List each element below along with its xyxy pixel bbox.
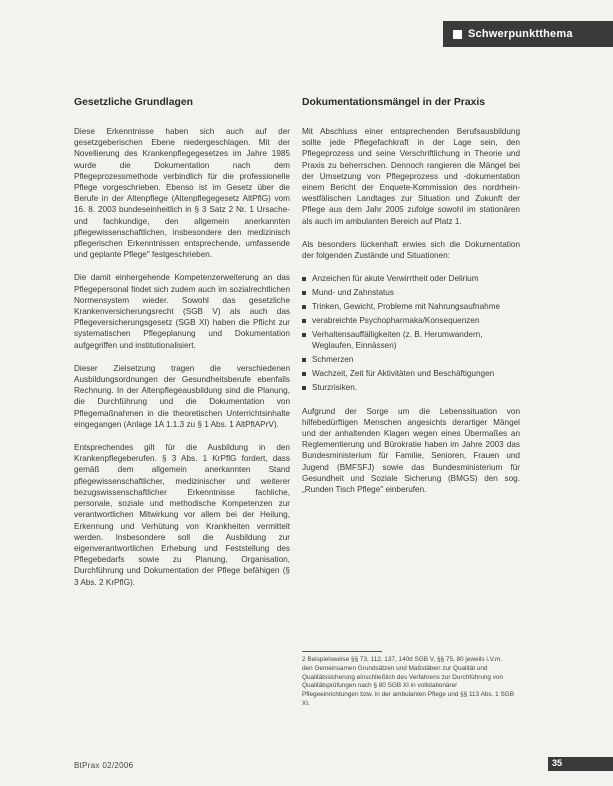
- right-paragraph-3: Aufgrund der Sorge um die Lebenssituation von hilfebedürftigen Menschen angesichts derartiger Mängel und der anhaltenden Klagen wegen eines Übermaßes an Reglementierung und Bürokratie haben im Jahre 2003 das Bundesministerium für Familie, Senioren, Frauen und Jugend (BMFSFJ) sowie das Bundesministerium für Gesundheit und Soziale Sicherung (BMGS) den sog. „Runden Tisch Pflege" einberufen.: [302, 406, 520, 495]
- bullet-icon: [302, 372, 306, 376]
- list-item: Sturzrisiken.: [302, 382, 520, 393]
- page-number: 35: [552, 758, 563, 768]
- bullet-icon: [302, 358, 306, 362]
- square-icon: [453, 30, 462, 39]
- bullet-icon: [302, 386, 306, 390]
- right-paragraph-2: Als besonders lückenhaft erwies sich die Dokumentation der folgenden Zustände und Situationen:: [302, 239, 520, 261]
- bullet-icon: [302, 305, 306, 309]
- bullet-icon: [302, 319, 306, 323]
- footnote: 2 Beispielsweise §§ 73, 112, 137, 140d SGB V, §§ 75, 80 jeweils i.V.m. den Gemeinsamen Grundsätzen und Maßstäben zur Qualität und Qualitätssicherung einschließlich des Verfahrens zur Durchführung von Qualitätsprüfungen nach § 80 SGB XI in vollstationärer Pflegeeinrichtungen bzw. in der ambulanten Pflege und §§ 113 Abs. 1 SGB XI.: [302, 656, 514, 707]
- list-item: Anzeichen für akute Verwirrtheit oder Delirium: [302, 273, 520, 284]
- list-item: Wachzeit, Zeit für Aktivitäten und Beschäftigungen: [302, 368, 520, 379]
- list-item: Trinken, Gewicht, Probleme mit Nahrungsaufnahme: [302, 301, 520, 312]
- section-tag: [443, 21, 613, 47]
- list-item: Verhaltensauffälligkeiten (z. B. Herumwandern, Weglaufen, Einnässen): [302, 329, 520, 351]
- left-heading: Gesetzliche Grundlagen: [74, 97, 193, 108]
- right-paragraph-1: Mit Abschluss einer entsprechenden Berufsausbildung sollte jede Pflegefachkraft in der Lage sein, den Pflegeprozess und seine Verschriftlichung in Theorie und Praxis zu beherrschen. Dennoch rangieren die Mängel bei der Umsetzung von Pflegeprozess und -dokumentation einem Bericht der Enquete-Kommission des nordrhein-westfälischen Landtages zur Situation und Zukunft der Pflege aus dem Jahr 2005 zufolge sowohl im stationären als auch im ambulanten Bereich auf Platz 1.: [302, 127, 520, 226]
- list-item: Mund- und Zahnstatus: [302, 287, 520, 298]
- list-item: Schmerzen: [302, 354, 520, 365]
- list-item: verabreichte Psychopharmaka/Konsequenzen: [302, 315, 520, 326]
- left-paragraph-2: Die damit einhergehende Kompetenzerweiterung an das Pflegepersonal findet sich zudem auch im sozialrechtlichen Normensystem wieder. Sowohl das gesetzliche Krankenversicherungsrecht (SGB V) als auch das Pflegeversicherungsgesetz (SGB XI) haben die Pflicht zur systematischen Pflegeplanung und Dokumentation aufgegriffen und institutionalisiert.: [74, 273, 290, 350]
- bullet-icon: [302, 333, 306, 337]
- left-column: [74, 96, 290, 600]
- journal-issue: BtPrax 02/2006: [74, 761, 134, 770]
- left-paragraph-3: Dieser Zielsetzung tragen die verschiedenen Ausbildungsordnungen der Gesundheitsberufe ebenfalls Rechnung. In der Altenpflegeausbildung sind die Planung, die Durchführung und die Dokumentation von Pflegemaßnahmen in die theoretischen Unterrichtsinhalte eingegangen (Anlage 1A 1.1.3 zu § 1 Abs. 1 AltPflAPrV).: [74, 363, 290, 429]
- deficiency-list: [302, 273, 520, 393]
- right-column: [302, 96, 520, 507]
- footnote-rule: [302, 651, 382, 652]
- section-tag-label: Schwerpunktthema: [468, 28, 573, 40]
- bullet-icon: [302, 277, 306, 281]
- left-paragraph-1: Diese Erkenntnisse haben sich auch auf der gesetzgeberischen Ebene niedergeschlagen. Mit der Novellierung des Krankenpflegegesetzes im Jahre 1985 wurde die Dokumentation nach dem Pflegeprozessmethode verbindlich für die professionelle Pflege vorgeschrieben. Ebenso ist im Gesetz über die Berufe in der Altenpflege (Altenpflegegesetz AltPflG) vom 16. 8. 2003 bundeseinheitlich in § 3 Satz 2 Nr. 1 Ursache- und fachkundige, den allgemein anerkannten pflegewissenschaftlichen, insbesondere den medizinisch pflegerischen Erkenntnissen entsprechende, umfassende und geplante Pflege" festgeschrieben.: [74, 127, 290, 260]
- left-paragraph-4: Entsprechendes gilt für die Ausbildung in den Krankenpflegeberufen. § 3 Abs. 1 KrPflG fordert, dass gemäß dem allgemein anerkannten Stand pflegewissenschaftlicher, medizinischer und weiterer bezugswissenschaftlicher Erkenntnisse fachliche, personale, soziale und methodische Kompetenzen zur verantwortlichen Mitwirkung vor allem bei der Heilung, Erkennung und Verhütung von Krankheiten vermittelt werden. Insbesondere soll die Ausbildung zur eigenverantwortlichen Erhebung und Feststellung des Pflegebedarfs sowie zu Planung, Organisation, Durchführung und Dokumentation der Pflege befähigen (§ 3 Abs. 2 KrPflG).: [74, 443, 290, 587]
- right-heading: Dokumentationsmängel in der Praxis: [302, 97, 486, 108]
- bullet-icon: [302, 291, 306, 295]
